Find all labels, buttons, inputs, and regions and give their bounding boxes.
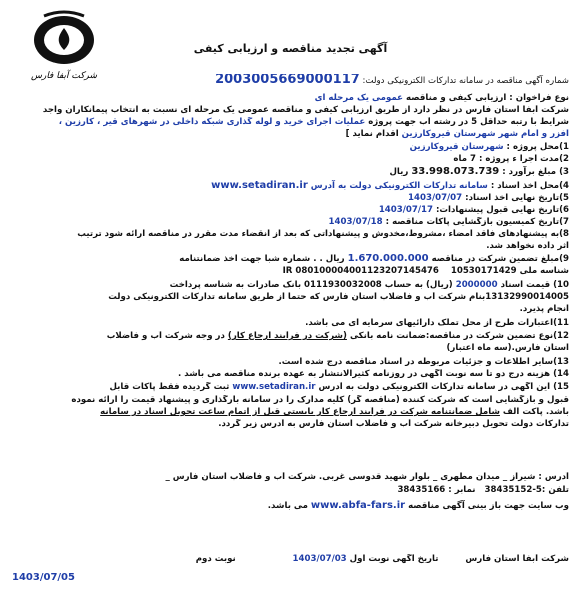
tender-number: 2003005669000117 — [215, 74, 360, 87]
item-14: 14) هزینه درج دو تا سه نوبت آگهی در روزنامه کثیرالانتشار به عهده برنده مناقصه می باشد . — [178, 369, 569, 379]
item-6: 6)تاریخ نهایی قبول پیشنهادات: 1403/07/17 — [378, 205, 569, 215]
abfa-link[interactable]: www.abfa-fars.ir — [310, 500, 406, 511]
publish-line: شرکت آبفا استان فارس تاریخ آگهی نوبت اول 1403/07/03 نوبت دوم — [195, 554, 569, 564]
logo-caption: شرکت آبفا فارس — [30, 71, 98, 81]
intro-line-2: شرایط با رتبه حداقل 5 در رشته آب جهت پروژه عملیات اجرای خرید و لوله گذاری شبکه داخلی در شهرهای قیر ، کارزین ، — [58, 117, 569, 127]
address: آدرس : شیراز _ میدان مطهری _ بلوار شهید قدوسی غربی. شرکت آب و فاضلاب استان فارس _ — [165, 472, 569, 482]
item-2: 2)مدت اجرا ء پروژه : 7 ماه — [453, 154, 569, 164]
contact-line: تلفن :5-38435152 نمابر : 38435166 — [397, 485, 569, 495]
item-13: 13)سایر اطلاعات و جزئیات مربوطه در اسناد مناقصه درج شده است. — [278, 357, 569, 367]
item-11: 11)اعتبارات طرح از محل تملک دارائیهای سرمایه ای می باشد. — [305, 318, 569, 328]
call-type-line: نوع فراخوان : ارزیابی کیفی و مناقصه عمومی یک مرحله ای — [314, 93, 569, 103]
item-7: 7)تاریخ کمیسیون بازگشایی پاکات مناقصه : 1403/07/18 — [328, 217, 569, 227]
item-4: 4)محل اخذ اسناد : سامانه تدارکات الکترونیکی دولت به آدرس www.setadiran.ir — [211, 180, 569, 191]
setadiran-link-2[interactable]: www.setadiran.ir — [232, 382, 316, 392]
item-8-line-2: اثر داده نخواهد شد. — [486, 241, 569, 251]
intro-line-1: شرکت آبفا استان فارس در نظر دارد از طریق ارزیابی کیفی و مناقصه عمومی یک مرحله ای نسبت به انتخاب پیمانکاران واجد — [42, 105, 569, 115]
item-8-line-1: 8)به پیشنهادهای فاقد امضاء ،مشروط،مخدوش و پیشنهاداتی که بعد از انقضاء مدت مقرر در مناقصه ارائه شود ترتیب — [77, 229, 569, 239]
tender-number-line: شماره آگهی مناقصه در سامانه تدارکات الکترونیکی دولت: 2003005669000117 — [215, 74, 569, 87]
item-12-line-2: استان فارس.(سه ماه اعتبار) — [446, 343, 569, 353]
item-10-line-3: انجام پذیرد. — [519, 304, 569, 314]
item-3: 3) مبلغ برآورد : 33.998.073.739 ریال — [389, 166, 569, 177]
intro-line-3: افزر و امام شهر شهرستان قیروکارزین اقدام نماید ] — [345, 129, 569, 139]
item-15-line-2: قبول و بازگشایی است که شرکت کننده (مناقصه گر) کلیه مدارک را در سامانه بارگذاری و پیشنهاد قیمت را ارائه نموده — [71, 395, 569, 405]
item-10-line-1: 10) قیمت اسناد 2000000 (ریال) به حساب 0111930032008 بانک صادرات به شناسه پرداخت — [169, 280, 569, 290]
page-title: آگهی تجدید مناقصه و ارزیابی کیفی — [193, 42, 388, 55]
item-1: 1)محل پروژه : شهرستان قیروکارزین — [409, 142, 569, 152]
item-9: 9)مبلغ تضمین شرکت در مناقصه 1.670.000.000 ریال . . شماره شبا جهت اخذ ضمانتنامه — [179, 253, 569, 264]
iban-line: شناسه ملی 10530171429 IR 080100004001123207145476 — [282, 266, 569, 276]
website-line: وب سایت جهت باز بینی آگهی مناقصه www.abfa-fars.ir می باشد. — [267, 500, 569, 511]
setadiran-link[interactable]: www.setadiran.ir — [211, 180, 308, 191]
item-10-line-2: 13132990014005بنام شرکت آب و فاضلاب استان فارس که حتما از طریق سامانه تدارکات الکترونیکی دولت — [108, 292, 569, 302]
item-5: 5)تاریخ نهایی اخذ اسناد: 1403/07/07 — [408, 193, 569, 203]
item-12-line-1: 12)نوع تضمین شرکت در مناقصه:ضمانت نامه بانکی (شرکت در فرآیند ارجاع کار) در وجه شرکت آب و فاضلاب — [106, 331, 569, 341]
item-15-line-1: 15) این آگهی در سامانه تدارکات الکترونیکی دولت به آدرس www.setadiran.ir ثبت گردیده فقط پاکات قابل — [109, 382, 569, 392]
second-publish-date: 1403/07/05 — [12, 572, 75, 583]
item-15-line-3: باشد. پاکت الف شامل ضمانتنامه شرکت در فرآیند ارجاع کار بایستی قبل از اتمام ساعت تحویل اسناد در سامانه — [100, 407, 569, 417]
item-15-line-4: تدارکات دولت تحویل دبیرخانه شرکت آب و فاضلاب استان فارس به آدرس زیر گردد. — [218, 419, 569, 429]
